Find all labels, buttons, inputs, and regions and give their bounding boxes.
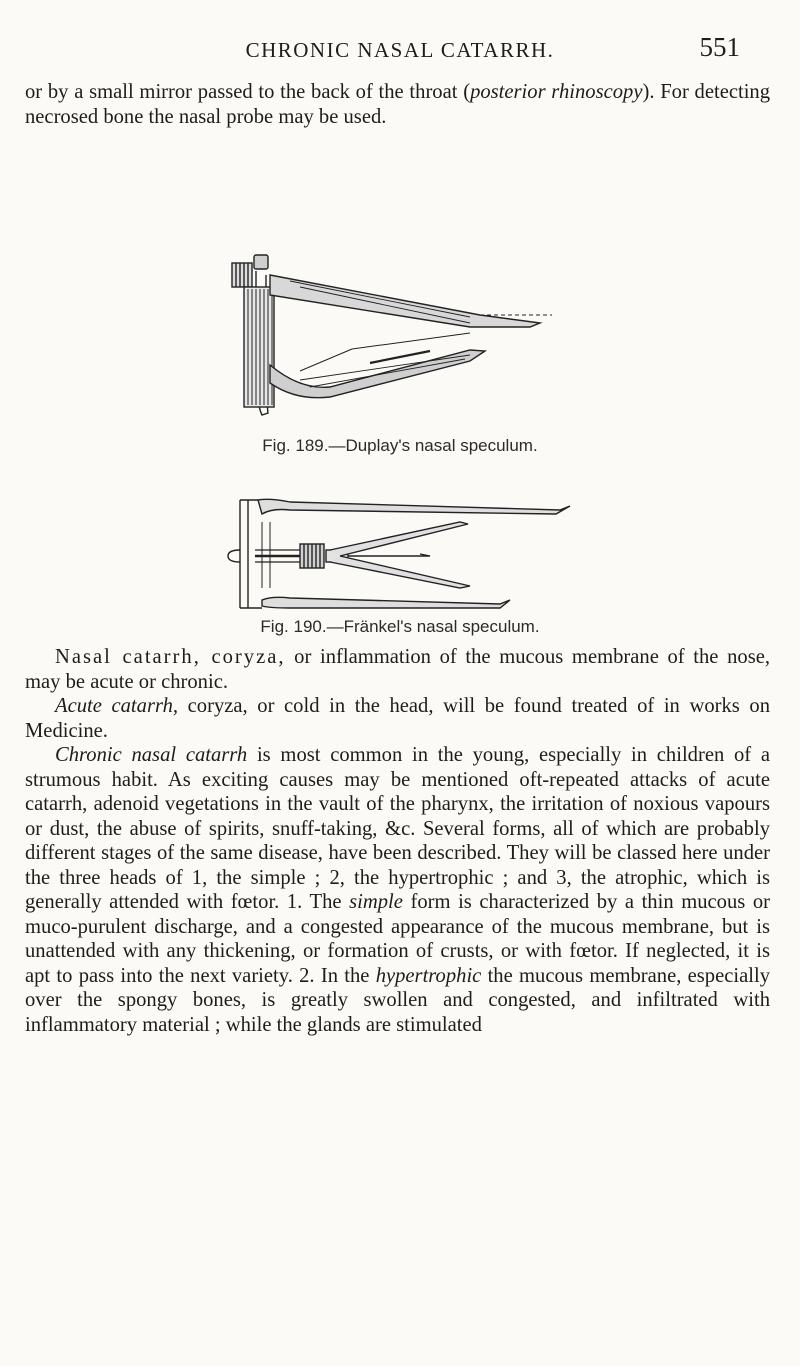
paragraph-chronic-text-3: the mucous membrane, especially over the spongy bones, is greatly swollen and congested, and infiltrated with inflammatory material ; while the glands are stimulated (25, 964, 770, 1036)
running-head-title: CHRONIC NASAL CATARRH. (245, 38, 555, 62)
figure-190-caption: Fig. 190.—Fränkel's nasal speculum. (260, 617, 540, 636)
intro-italic: posterior rhinoscopy (470, 81, 643, 103)
intro-paragraph (25, 80, 770, 129)
figure-189-caption: Fig. 189.—Duplay's nasal speculum. (262, 436, 538, 455)
figure-duplay-speculum (0, 175, 800, 425)
paragraph-acute-text: coryza, or cold in the head, will be found treated of in works on Medicine. (25, 695, 770, 742)
paragraph-acute (25, 694, 770, 743)
duplay-speculum-illustration (0, 175, 800, 425)
page-number: 551 (699, 32, 740, 62)
intro-text-1: or by a small mirror passed to the back of the throat ( (25, 81, 471, 103)
simple-term: simple (349, 891, 403, 913)
paragraph-definition (25, 645, 770, 694)
nasal-catarrh-section (25, 645, 770, 1037)
running-head (0, 28, 800, 68)
paragraph-chronic-text-1: is most common in the young, especially in children of a strumous habit. As exciting causes may be mentioned oft-repeated attacks of acute catarrh, adenoid vegetations in the vault of the pharynx, the irritation of noxious vapours or dust, the abuse of spirits, snuff-taking, &c. Several forms, all of which are probably different stages of the same disease, have been described. They will be classed here under the three heads of 1, the simple ; 2, the hypertrophic ; and 3, the atrophic, which is generally attended with fœtor. 1. The (25, 744, 770, 913)
intro-text-2: ). For detecting necrosed bone the nasal probe may be used. (25, 81, 771, 128)
paragraph-definition-text: or inflammation of the mucous membrane of the nose, may be acute or chronic. (25, 646, 770, 693)
chronic-catarrh-term: Chronic nasal catarrh (55, 744, 248, 766)
frankel-speculum-illustration (0, 480, 800, 620)
figure-frankel-speculum (0, 480, 800, 620)
hypertrophic-term: hypertrophic (375, 964, 482, 987)
acute-catarrh-term: Acute catarrh, (55, 695, 179, 717)
paragraph-chronic-text-2: form is characterized by a thin mucous or muco-purulent discharge, and a congested appearance of the mucous membrane, but is unattended with any thickening, or formation of crusts, or with fœtor. If neglected, it is apt to pass into the next variety. 2. In the (25, 891, 770, 987)
paragraph-chronic (25, 743, 770, 1037)
section-heading-smallcaps: Nasal catarrh, coryza, (55, 646, 286, 668)
